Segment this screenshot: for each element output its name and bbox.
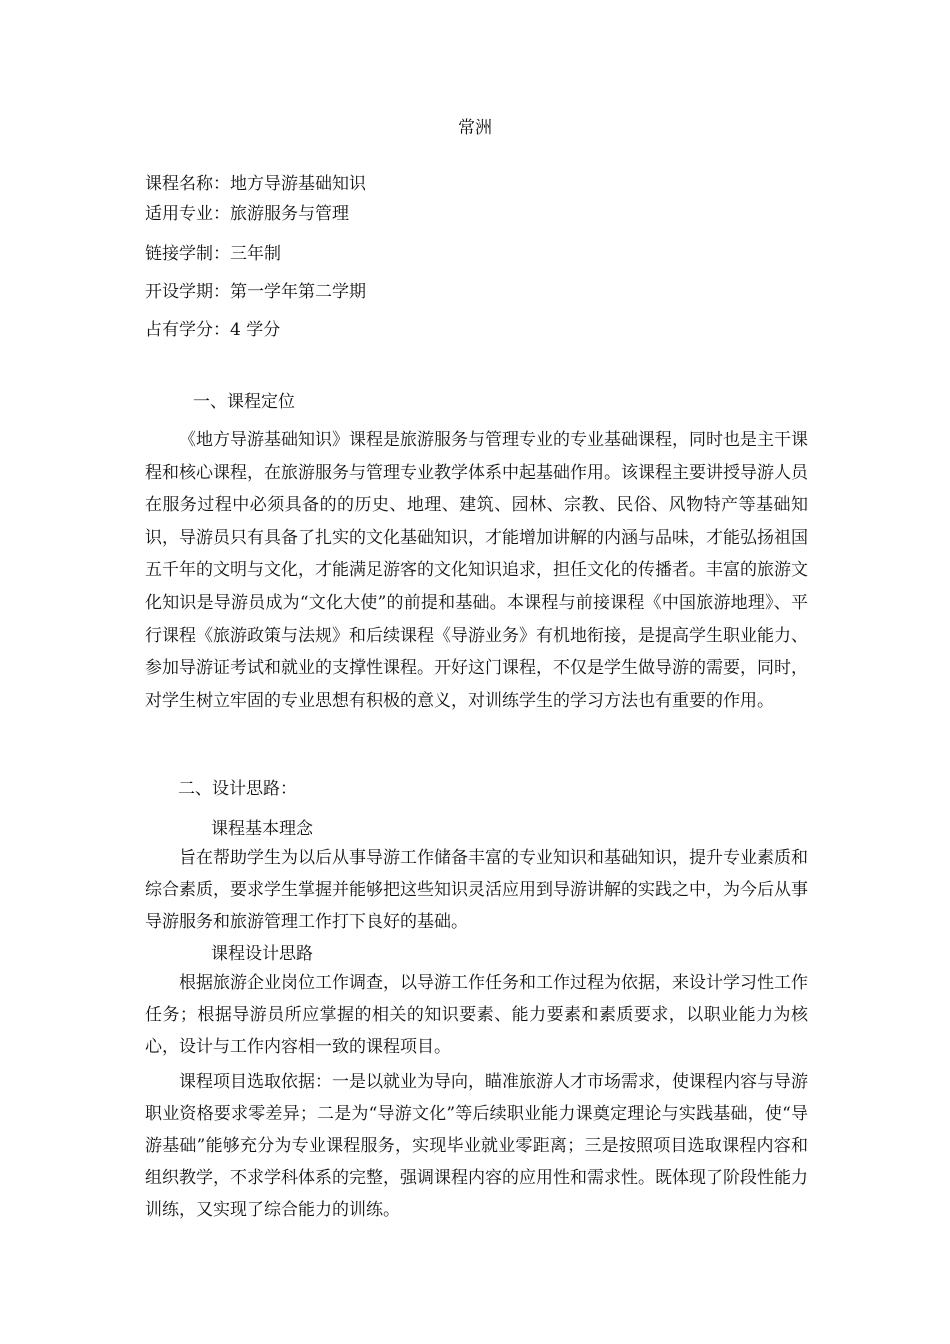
meta-semester [145,280,366,304]
meta-label: 链接学制： [145,244,230,264]
meta-label: 占有学分： [145,320,230,340]
meta-label: 开设学期： [145,282,230,302]
meta-major [145,202,349,226]
paragraph-basic-concept: 旨在帮助学生为以后从事导游工作储备丰富的专业知识和基础知识，提升专业素质和综合素质，要求学生掌握并能够把这些知识灵活应用到导游讲解的实践之中，为今后从事导游服务和旅游管理工作打下良好的基础。 [145,848,808,932]
section-heading-positioning: 一、课程定位 [193,392,295,412]
meta-label: 适用专业： [145,204,230,224]
meta-credits [145,318,280,342]
subheading-basic-concept: 课程基本理念 [211,819,313,839]
meta-value: 旅游服务与管理 [230,204,349,224]
section-paragraph-positioning: 《地方导游基础知识》课程是旅游服务与管理专业的专业基础课程，同时也是主干课程和核心课程，在旅游服务与管理专业教学体系中起基础作用。该课程主要讲授导游人员在服务过程中必须具备的的历史、地理、建筑、园林、宗教、民俗、风物特产等基础知识，导游员只有具备了扎实的文化基础知识，才能增加讲解的内涵与品味，才能弘扬祖国五千年的文明与文化，才能满足游客的文化知识追求，担任文化的传播者。丰富的旅游文化知识是导游员成为“文化大使”的前提和基础。本课程与前接课程《中国旅游地理》、平行课程《旅游政策与法规》和后续课程《导游业务》有机地衔接，是提高学生职业能力、参加导游证考试和就业的支撑性课程。开好这门课程，不仅是学生做导游的需要，同时，对学生树立牢固的专业思想有积极的意义，对训练学生的学习方法也有重要的作用。 [145,430,808,711]
paragraph-selection-basis: 课程项目选取依据：一是以就业为导向，瞄准旅游人才市场需求，使课程内容与导游职业资格要求零差异；二是为“导游文化”等后续职业能力课奠定理论与实践基础，使“导游基础”能够充分为专业课程服务，实现毕业就业零距离；三是按照项目选取课程内容和组织教学，不求学科体系的完整，强调课程内容的应用性和需求性。既体现了阶段性能力训练，又实现了综合能力的训练。 [145,1072,808,1220]
paragraph-design-approach: 根据旅游企业岗位工作调查，以导游工作任务和工作过程为依据，来设计学习性工作任务；根据导游员所应掌握的相关的知识要素、能力要素和素质要求，以职业能力为核心，设计与工作内容相一致的课程项目。 [145,973,808,1057]
section-heading-design: 二、设计思路： [178,779,297,799]
meta-label: 课程名称： [145,174,230,194]
meta-course-name [145,172,366,196]
subheading-design-approach: 课程设计思路 [211,944,313,964]
meta-value: 三年制 [230,244,281,264]
meta-program-length [145,242,281,266]
meta-value: 地方导游基础知识 [230,174,366,194]
meta-value: 4 学分 [230,320,281,340]
meta-value: 第一学年第二学期 [230,282,366,302]
document-title: 常洲 [458,118,492,138]
